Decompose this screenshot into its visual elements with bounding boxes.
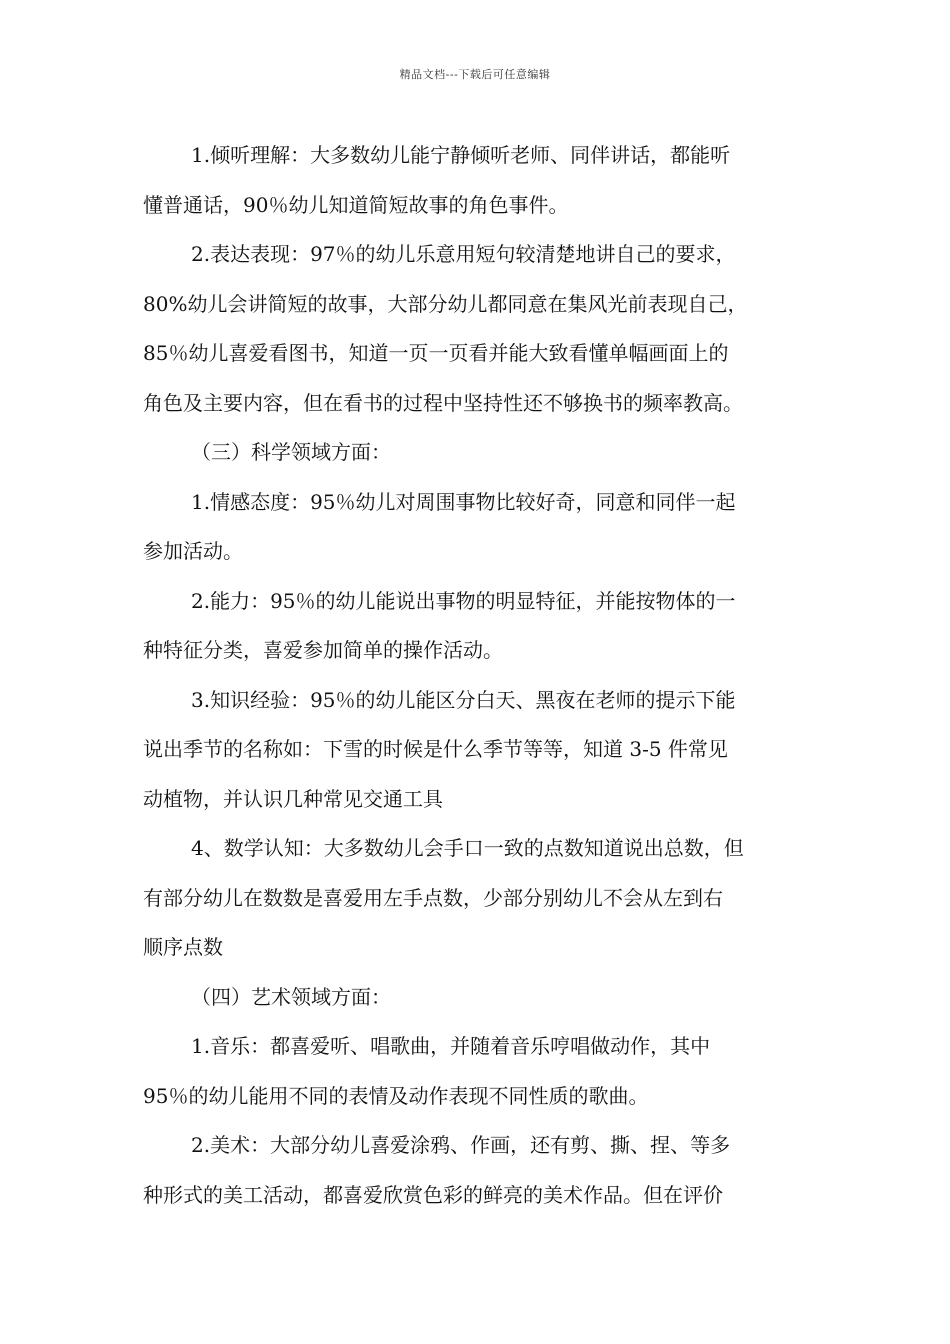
paragraph-line: 有部分幼儿在数数是喜爱用左手点数，少部分别幼儿不会从左到右 <box>143 885 723 910</box>
page-header: 精品文档---下载后可任意编辑 <box>399 68 551 81</box>
paragraph-math <box>143 824 815 973</box>
paragraph-line: 2.能力：95％的幼儿能说出事物的明显特征，并能按物体的一 <box>191 588 736 613</box>
paragraph-line: 顺序点数 <box>143 935 223 959</box>
paragraph-music <box>143 1022 815 1121</box>
paragraph-line: 种特征分类，喜爱参加简单的操作活动。 <box>143 638 503 662</box>
paragraph-line: 95％的幼儿能用不同的表情及动作表现不同性质的歌曲。 <box>143 1083 649 1108</box>
heading-line: （三）科学领域方面： <box>191 440 391 464</box>
paragraph-line: 说出季节的名称如：下雪的时候是什么季节等等，知道 3-5 件常见 <box>143 737 728 761</box>
paragraph-line: 1.音乐：都喜爱听、唱歌曲，并随着音乐哼唱做动作，其中 <box>191 1034 711 1058</box>
paragraph-line: 4、数学认知：大多数幼儿会手口一致的点数知道说出总数，但 <box>191 836 744 860</box>
paragraph-line: 动植物，并认识几种常见交通工具 <box>143 786 443 811</box>
paragraph-line: 2.美术：大部分幼儿喜爱涂鸦、作画，还有剪、撕、捏、等多 <box>191 1133 731 1157</box>
paragraph-line: 参加活动。 <box>143 539 243 563</box>
paragraph-listening <box>143 131 815 230</box>
paragraph-line: 1.情感态度：95％幼儿对周围事物比较好奇，同意和同伴一起 <box>191 489 736 514</box>
paragraph-line: 3.知识经验：95％的幼儿能区分白天、黑夜在老师的提示下能 <box>191 687 736 712</box>
paragraph-emotion <box>143 478 815 577</box>
paragraph-ability <box>143 577 815 676</box>
paragraph-line: 1.倾听理解：大多数幼儿能宁静倾听老师、同伴讲话，都能听 <box>191 143 731 167</box>
paragraph-expression <box>143 230 815 428</box>
heading-line: （四）艺术领域方面： <box>191 984 391 1009</box>
section-heading-art <box>143 973 815 1023</box>
paragraph-line: 懂普通话，90％幼儿知道简短故事的角色事件。 <box>143 192 569 217</box>
paragraph-line: 角色及主要内容，但在看书的过程中坚持性还不够换书的频率教高。 <box>143 390 743 415</box>
paragraph-knowledge <box>143 676 815 825</box>
document-body <box>143 131 815 1220</box>
paragraph-line: 85％幼儿喜爱看图书，知道一页一页看并能大致看懂单幅画面上的 <box>143 341 729 365</box>
section-heading-science <box>143 428 815 478</box>
paragraph-line: 种形式的美工活动，都喜爱欣赏色彩的鲜亮的美术作品。但在评价 <box>143 1182 723 1207</box>
paragraph-line: 2.表达表现：97％的幼儿乐意用短句较清楚地讲自己的要求， <box>191 242 736 266</box>
paragraph-fine-art <box>143 1121 815 1220</box>
paragraph-line: 80%幼儿会讲简短的故事，大部分幼儿都同意在集风光前表现自己， <box>143 291 748 316</box>
